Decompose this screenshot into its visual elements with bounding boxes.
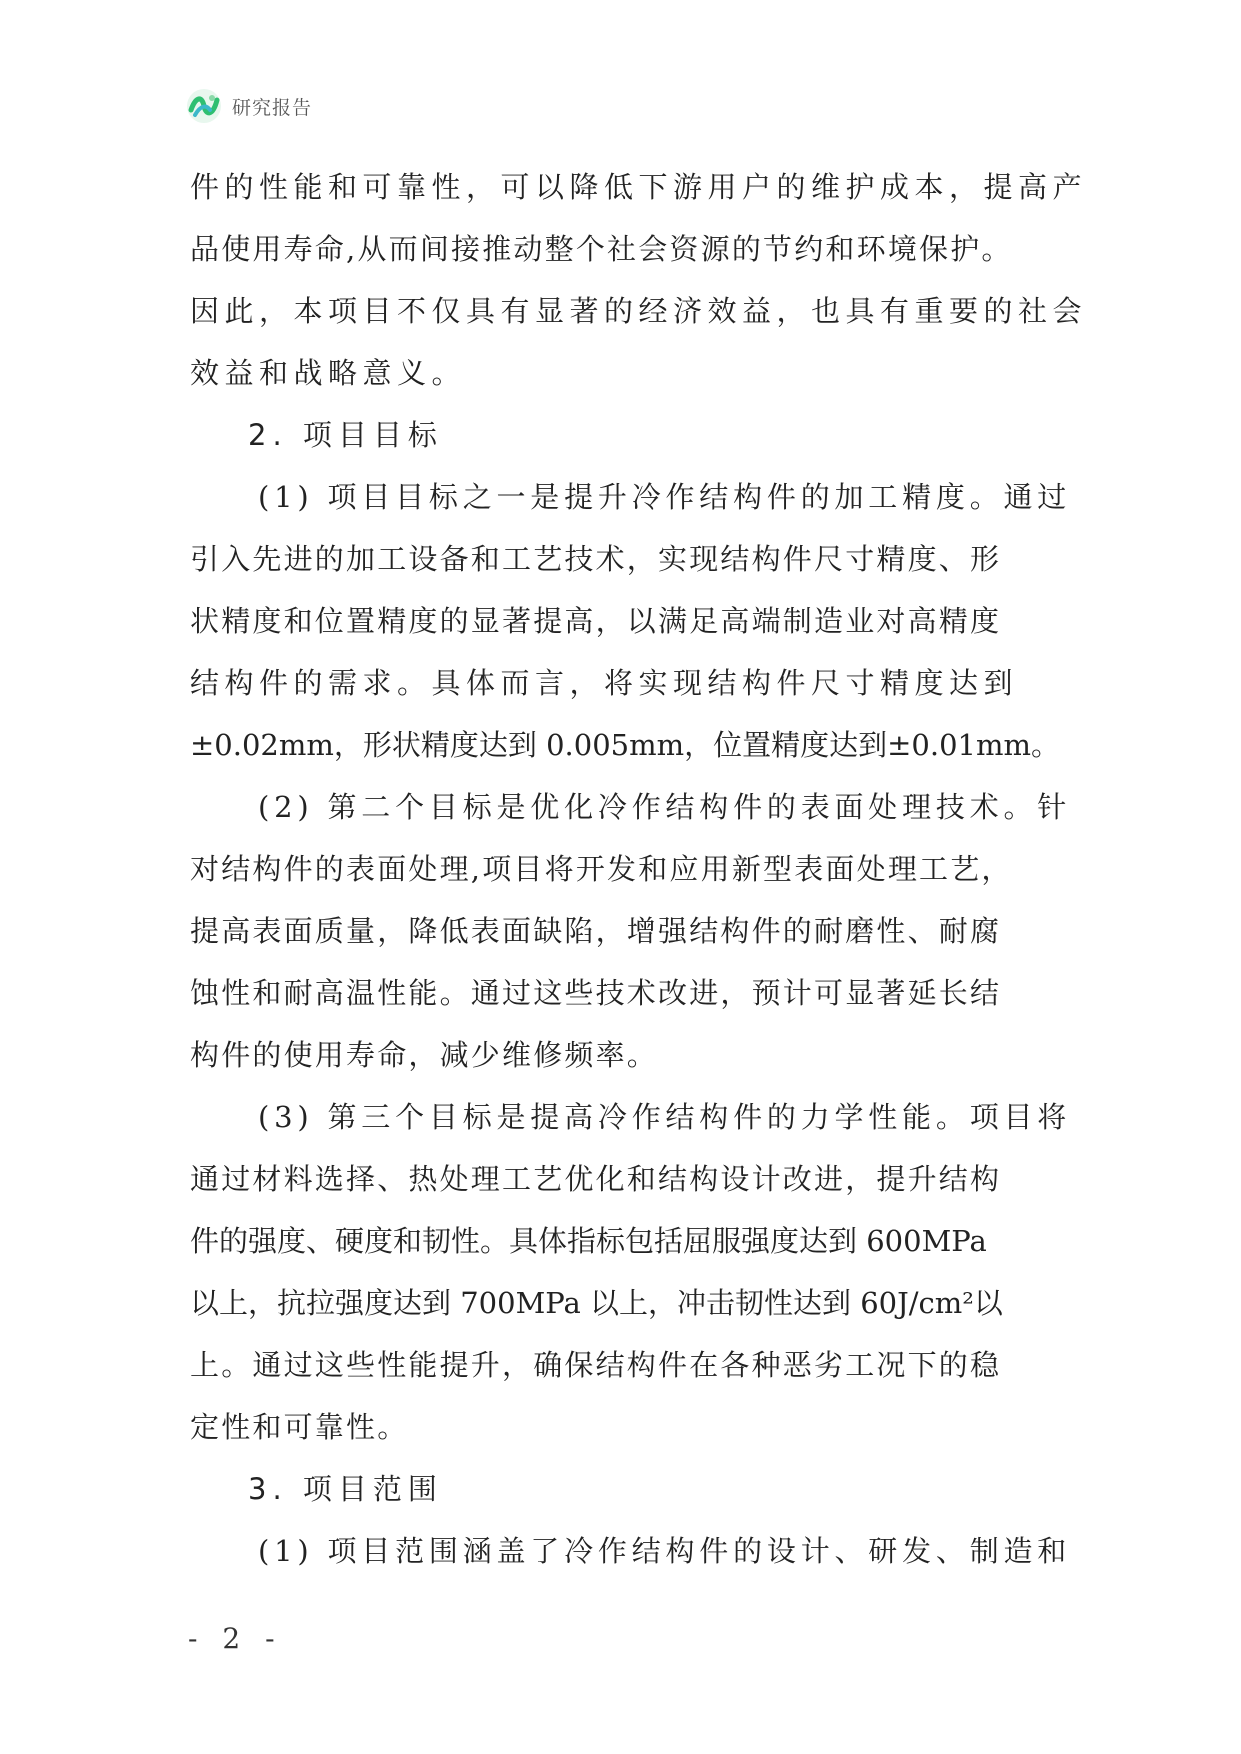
paragraph-line: 引入先进的加工设备和工艺技术，实现结构件尺寸精度、形 (190, 542, 1002, 576)
section-heading: 3. 项目范围 (248, 1472, 443, 1506)
page-header (186, 88, 312, 124)
paragraph-line: 状精度和位置精度的显著提高，以满足高端制造业对高精度 (190, 604, 1002, 638)
paragraph-line: 定性和可靠性。 (190, 1410, 409, 1444)
header-title: 研究报告 (232, 96, 313, 119)
paragraph-line: 提高表面质量，降低表面缺陷，增强结构件的耐磨性、耐腐 (190, 914, 1002, 948)
paragraph-line: 结构件的需求。具体而言，将实现结构件尺寸精度达到 (190, 666, 1019, 700)
document-body (190, 156, 1090, 1582)
paragraph-line: ±0.02mm，形状精度达到 0.005mm，位置精度达到±0.01mm。 (190, 728, 1060, 762)
paragraph-line: 件的强度、硬度和韧性。具体指标包括屈服强度达到 600MPa (190, 1224, 987, 1258)
paragraph-line: 以上，抗拉强度达到 700MPa 以上，冲击韧性达到 60J/cm²以 (190, 1286, 1003, 1320)
paragraph-line: 构件的使用寿命，减少维修频率。 (190, 1038, 659, 1072)
paragraph-line: 通过材料选择、热处理工艺优化和结构设计改进，提升结构 (190, 1162, 1002, 1196)
paragraph-line: 对结构件的表面处理,项目将开发和应用新型表面处理工艺， (190, 852, 1013, 886)
paragraph-line: 上。通过这些性能提升，确保结构件在各种恶劣工况下的稳 (190, 1348, 1002, 1382)
paragraph-line: (1) 项目目标之一是提升冷作结构件的加工精度。通过 (258, 480, 1072, 514)
paragraph-line: (3) 第三个目标是提高冷作结构件的力学性能。项目将 (258, 1100, 1072, 1134)
section-heading: 2. 项目目标 (248, 418, 443, 452)
paragraph-line: 品使用寿命,从而间接推动整个社会资源的节约和环境保护。 (190, 232, 1013, 266)
paragraph-line: 蚀性和耐高温性能。通过这些技术改进，预计可显著延长结 (190, 976, 1002, 1010)
paragraph-line: 效益和战略意义。 (190, 356, 467, 390)
report-logo-icon (186, 88, 222, 124)
paragraph-line: (1) 项目范围涵盖了冷作结构件的设计、研发、制造和 (258, 1534, 1072, 1568)
paragraph-line: 因此，本项目不仅具有显著的经济效益，也具有重要的社会 (190, 294, 1088, 328)
paragraph-line: (2) 第二个目标是优化冷作结构件的表面处理技术。针 (258, 790, 1072, 824)
paragraph-line: 件的性能和可靠性，可以降低下游用户的维护成本，提高产 (190, 170, 1088, 204)
page-number: - 2 - (188, 1622, 283, 1655)
